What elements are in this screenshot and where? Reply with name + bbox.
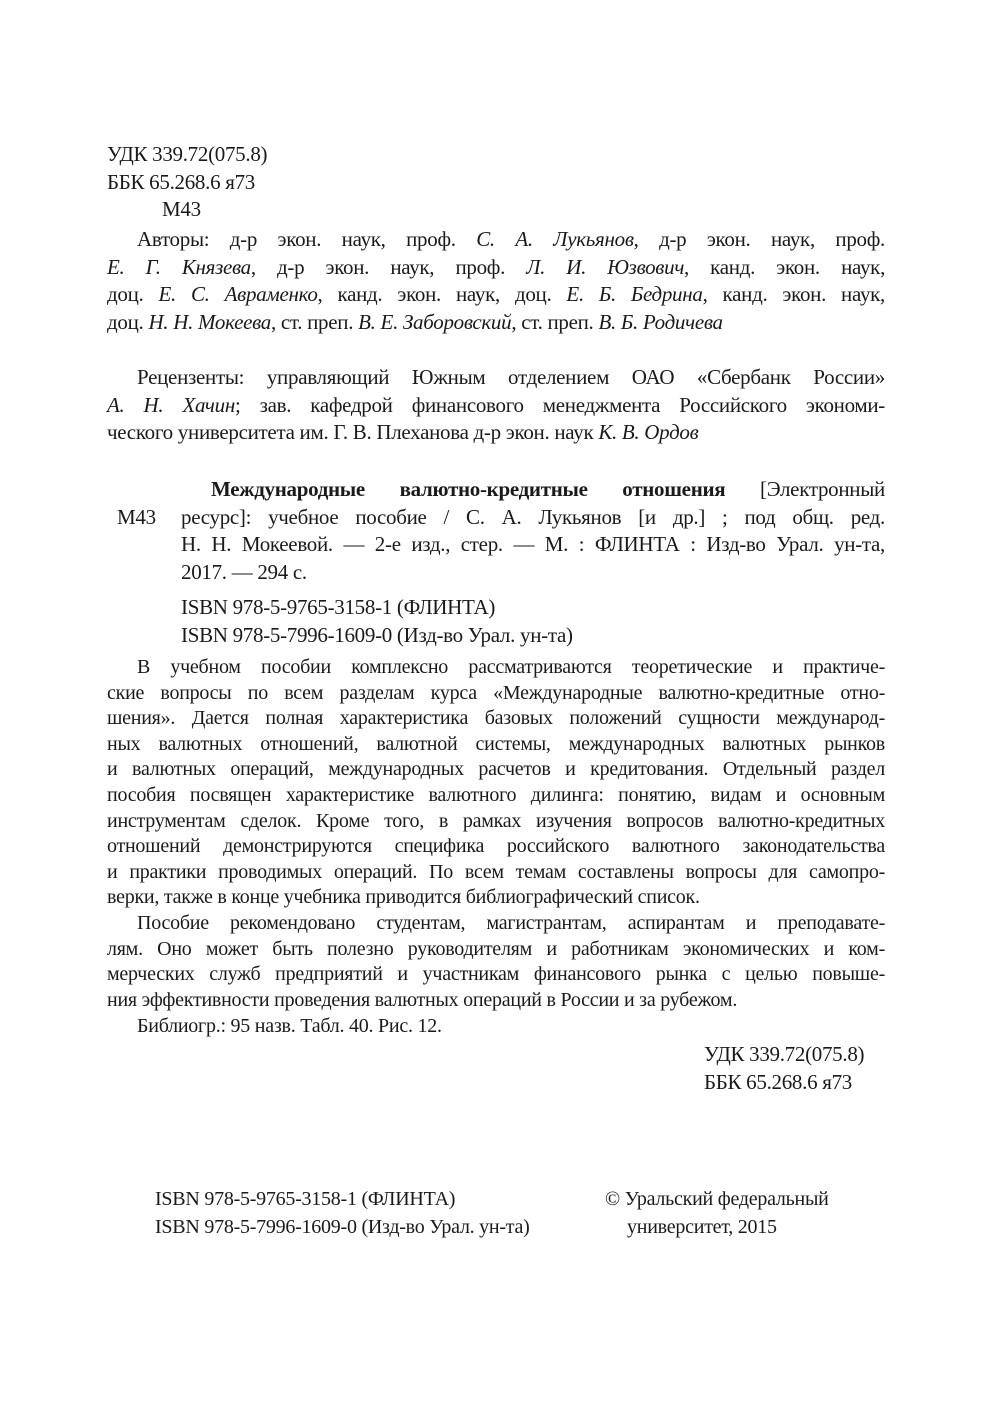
text-segment: , канд. экон. наук, доц.	[317, 282, 567, 306]
text-line: и валютных операций, международных расчетов и кредитования. Отдельный раздел	[107, 758, 885, 781]
citation-mark: М43	[117, 505, 156, 529]
text-line: ния эффективности проведения валютных операций в России и за рубежом.	[107, 988, 738, 1011]
bbk-code-bottom: ББК 65.268.6 я73	[704, 1069, 852, 1094]
text-segment: ; зав. кафедрой финансового менеджмента Российского экономи-	[234, 392, 886, 417]
text-segment: , д-р экон. наук, проф.	[250, 254, 527, 279]
abstract-paragraph-1	[107, 655, 885, 911]
text-line	[107, 281, 885, 309]
person-name: Е. Г. Князева	[107, 254, 251, 279]
person-name: К. В. Ордов	[598, 420, 699, 444]
abstract-paragraph-2	[107, 911, 885, 1013]
udk-code: УДК 339.72(075.8)	[107, 142, 268, 166]
text-line: ские вопросы по всем разделам курса «Международные валютно-кредитные отно-	[107, 681, 885, 704]
text-line: отношений демонстрируются специфика российского валютного законодательства	[107, 835, 885, 858]
text-line: и практики проводимых операций. По всем темам составлены вопросы для самопро-	[107, 860, 885, 883]
text-line	[181, 559, 885, 587]
header-codes	[107, 141, 267, 224]
person-name: Л. И. Юзвович	[526, 254, 685, 279]
person-name: В. Е. Заборовский	[358, 309, 512, 334]
text-segment: Н. Н. Мокеевой. — 2-е изд., стер. — М. : ФЛИНТА : Изд-во Урал. ун-та,	[181, 532, 885, 556]
text-line	[181, 504, 885, 532]
text-line	[181, 476, 885, 504]
bbk-code: ББК 65.268.6 я73	[107, 169, 255, 194]
text-line: Пособие рекомендовано студентам, магистрантам, аспирантам и преподавате-	[137, 912, 885, 934]
copyright-line-2: университет, 2015	[627, 1216, 777, 1238]
text-line	[107, 392, 885, 420]
classification-codes	[704, 1041, 864, 1096]
text-line	[107, 309, 885, 337]
text-line	[181, 531, 885, 559]
copyright-line-1: © Уральский федеральный	[605, 1188, 829, 1210]
text-segment: ческого университета им. Г. В. Плеханова д-р экон. наук	[107, 420, 599, 444]
text-line	[107, 419, 885, 447]
person-name: А. Н. Хачин	[107, 392, 235, 417]
text-line: мерческих служб предприятий и участникам финансового рынка с целью повыше-	[107, 963, 885, 986]
author-mark: М43	[162, 197, 201, 221]
copyright-notice	[605, 1185, 829, 1241]
text-line: шения». Дается полная характеристика базовых положений сущности международ-	[107, 707, 885, 730]
text-line: инструментам сделок. Кроме того, в рамках изучения вопросов валютно-кредитных	[107, 809, 885, 832]
authors-paragraph	[107, 226, 885, 336]
person-name: Н. Н. Мокеева	[148, 309, 271, 334]
footer-isbn-ural: ISBN 978-5-7996-1609-0 (Изд-во Урал. ун-та)	[155, 1216, 530, 1238]
text-segment: , ст. преп.	[270, 309, 359, 334]
isbn-flinta: ISBN 978-5-9765-3158-1 (ФЛИНТА)	[181, 595, 496, 619]
book-title: Международные валютно-кредитные отношения	[211, 477, 726, 501]
text-segment: доц.	[107, 282, 159, 306]
text-segment: , канд. экон. наук,	[702, 282, 885, 306]
text-segment: 2017. — 294 с.	[181, 559, 307, 584]
person-name: Е. Б. Бедрина	[566, 282, 703, 306]
text-segment: ресурс]: учебное пособие / С. А. Лукьянов [и др.] ; под общ. ред.	[181, 504, 885, 529]
bibliography-note: Библиогр.: 95 назв. Табл. 40. Рис. 12.	[137, 1015, 442, 1037]
isbn-ural: ISBN 978-5-7996-1609-0 (Изд-во Урал. ун-та)	[181, 622, 573, 647]
person-name: С. А. Лукьянов	[476, 227, 634, 251]
citation-isbn-list	[181, 594, 573, 649]
text-line	[107, 254, 885, 282]
person-name: В. Б. Родичева	[598, 309, 723, 334]
text-line: пособия посвящен характеристике валютного дилинга: понятию, видам и основным	[107, 783, 885, 806]
person-name: Е. С. Авраменко	[158, 282, 318, 306]
text-line: верки, также в конце учебника приводится библиографический список.	[107, 886, 700, 909]
text-line	[107, 226, 885, 254]
text-segment: доц.	[107, 309, 149, 334]
text-segment: , д-р экон. наук, проф.	[633, 227, 885, 251]
udk-code-bottom: УДК 339.72(075.8)	[704, 1042, 865, 1066]
text-segment: , ст. преп.	[511, 309, 599, 334]
text-segment: [Электронный	[725, 477, 885, 501]
text-segment: Рецензенты: управляющий Южным отделением ОАО «Сбербанк России»	[137, 365, 885, 389]
text-segment: Авторы: д-р экон. наук, проф.	[137, 227, 477, 251]
citation-entry	[181, 476, 885, 586]
text-line	[107, 364, 885, 392]
footer-isbn-flinta: ISBN 978-5-9765-3158-1 (ФЛИНТА)	[155, 1188, 456, 1210]
text-line: ных валютных отношений, валютной системы, международных валютных рынков	[107, 732, 885, 755]
text-line: В учебном пособии комплексно рассматриваются теоретические и практиче-	[137, 656, 885, 678]
reviewers-paragraph	[107, 364, 885, 447]
text-segment: , канд. экон. наук,	[684, 254, 886, 279]
footer-isbn-list	[155, 1185, 530, 1241]
text-line: лям. Оно может быть полезно руководителям и работникам экономических и ком-	[107, 937, 885, 960]
